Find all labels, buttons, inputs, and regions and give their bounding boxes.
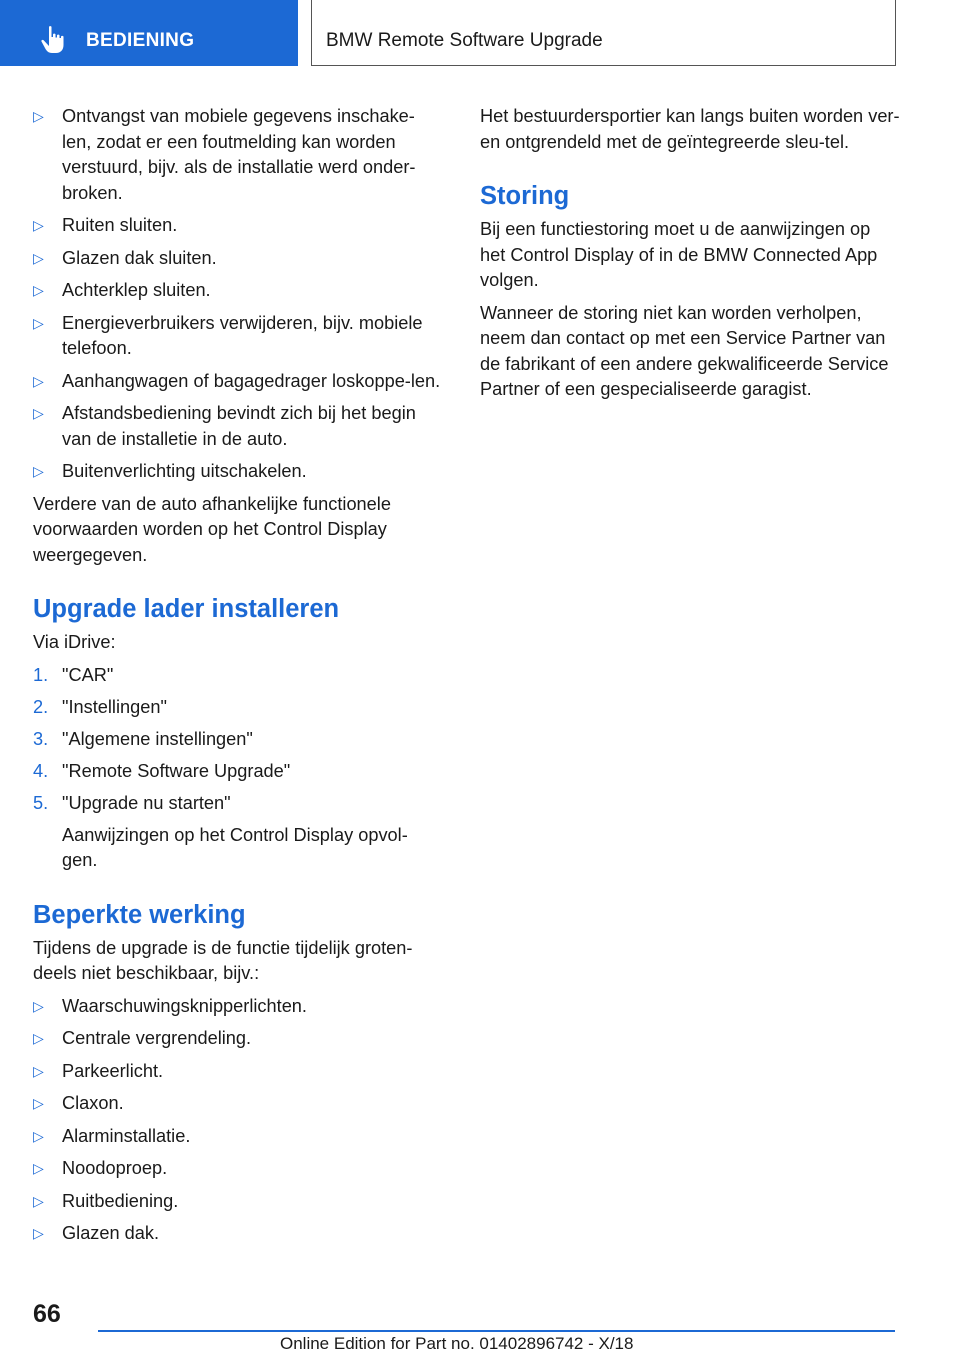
list-item: ▷ Centrale vergrendeling.	[33, 1026, 443, 1052]
edition-text: Online Edition for Part no. 01402896742 - X/18	[280, 1334, 634, 1353]
storing-paragraph-2: Wanneer de storing niet kan worden verholpen, neem dan contact op met een Service Partner van de fabrikant of een andere gekwalificeerde Service Partner of een gespecialiseerde garagist.	[480, 302, 889, 399]
bullet-triangle-icon: ▷	[33, 217, 44, 233]
chapter-title-box	[311, 0, 896, 66]
storing-paragraph-1: Bij een functiestoring moet u de aanwijzingen op het Control Display of in de BMW Connected App volgen.	[480, 219, 878, 290]
list-item: ▷ Ontvangst van mobiele gegevens inschake‐len, zodat er een foutmelding kan worden verstuurd, bijv. als de installatie werd onder‐broken.	[33, 106, 416, 203]
bullet-triangle-icon: ▷	[33, 405, 44, 421]
step-item: 1. "CAR"	[33, 663, 443, 689]
bullet-triangle-icon: ▷	[33, 463, 44, 479]
bullet-triangle-icon: ▷	[33, 108, 44, 124]
step-item: 2. "Instellingen"	[33, 695, 443, 721]
list-item: ▷ Achterklep sluiten.	[33, 278, 443, 304]
left-column	[33, 104, 443, 1254]
section-tab-label: BEDIENING	[86, 30, 195, 51]
step-item: 5. "Upgrade nu starten"	[33, 791, 443, 817]
limited-functions-list	[33, 994, 443, 1247]
install-steps	[33, 663, 443, 874]
bullet-triangle-icon: ▷	[33, 1062, 44, 1079]
via-idrive-text: Via iDrive:	[33, 632, 116, 652]
step-item: 3. "Algemene instellingen"	[33, 727, 443, 753]
bullet-triangle-icon: ▷	[33, 249, 44, 266]
list-item: ▷ Glazen dak.	[33, 1221, 443, 1247]
prerequisite-list	[33, 104, 443, 485]
list-item: ▷ Claxon.	[33, 1091, 443, 1117]
section-tab	[0, 0, 298, 66]
list-item: ▷ Aanhangwagen of bagagedrager loskoppe‐len.	[33, 369, 443, 395]
bullet-triangle-icon: ▷	[33, 1192, 44, 1209]
footer-divider	[98, 1330, 895, 1332]
list-item: ▷ Afstandsbediening bevindt zich bij het begin van de installetie in de auto.	[33, 403, 416, 449]
bullet-triangle-icon: ▷	[33, 1095, 44, 1111]
section-heading-storing: Storing	[480, 182, 570, 210]
step-number: 4.	[33, 760, 49, 781]
door-key-paragraph: Het bestuurdersportier kan langs buiten worden ver- en ontgrendeld met de geïntegreerde sleu‐tel.	[480, 106, 900, 152]
chapter-title: BMW Remote Software Upgrade	[326, 30, 603, 51]
step-number: 5.	[33, 792, 49, 813]
list-item: ▷ Glazen dak sluiten.	[33, 246, 443, 272]
section-heading-limited: Beperkte werking	[33, 900, 246, 929]
page-header	[0, 0, 960, 66]
step-note: Aanwijzingen op het Control Display opvol‐gen.	[62, 824, 408, 870]
bullet-triangle-icon: ▷	[33, 997, 44, 1014]
page-number: 66	[33, 1300, 61, 1328]
list-item: ▷ Energieverbruikers verwijderen, bijv. mobiele telefoon.	[33, 312, 423, 358]
bullet-triangle-icon: ▷	[33, 1030, 44, 1046]
section-heading-install: Upgrade lader installeren	[33, 595, 340, 623]
list-item: ▷ Parkeerlicht.	[33, 1059, 443, 1085]
list-item: ▷ Ruitbediening.	[33, 1189, 443, 1215]
bullet-triangle-icon: ▷	[33, 1160, 44, 1176]
right-column	[480, 104, 900, 410]
step-number: 2.	[33, 696, 49, 717]
bullet-triangle-icon: ▷	[33, 314, 44, 331]
bullet-triangle-icon: ▷	[33, 282, 44, 298]
step-item: 4. "Remote Software Upgrade"	[33, 759, 443, 785]
step-number: 1.	[33, 664, 49, 685]
conditions-paragraph: Verdere van de auto afhankelijke functionele voorwaarden worden op het Control Display weergegeven.	[33, 493, 391, 565]
list-item: ▷ Noodoproep.	[33, 1156, 443, 1182]
list-item: ▷ Waarschuwingsknipperlichten.	[33, 994, 443, 1020]
step-number: 3.	[33, 728, 49, 749]
hand-pointer-icon	[40, 25, 66, 55]
list-item: ▷ Alarminstallatie.	[33, 1124, 443, 1150]
list-item: ▷ Buitenverlichting uitschakelen.	[33, 459, 443, 485]
bullet-triangle-icon: ▷	[33, 372, 44, 389]
bullet-triangle-icon: ▷	[33, 1127, 44, 1144]
list-item: ▷ Ruiten sluiten.	[33, 213, 443, 239]
bullet-triangle-icon: ▷	[33, 1225, 44, 1241]
limited-paragraph: Tijdens de upgrade is de functie tijdelijk groten‐deels niet beschikbaar, bijv.:	[33, 937, 413, 983]
